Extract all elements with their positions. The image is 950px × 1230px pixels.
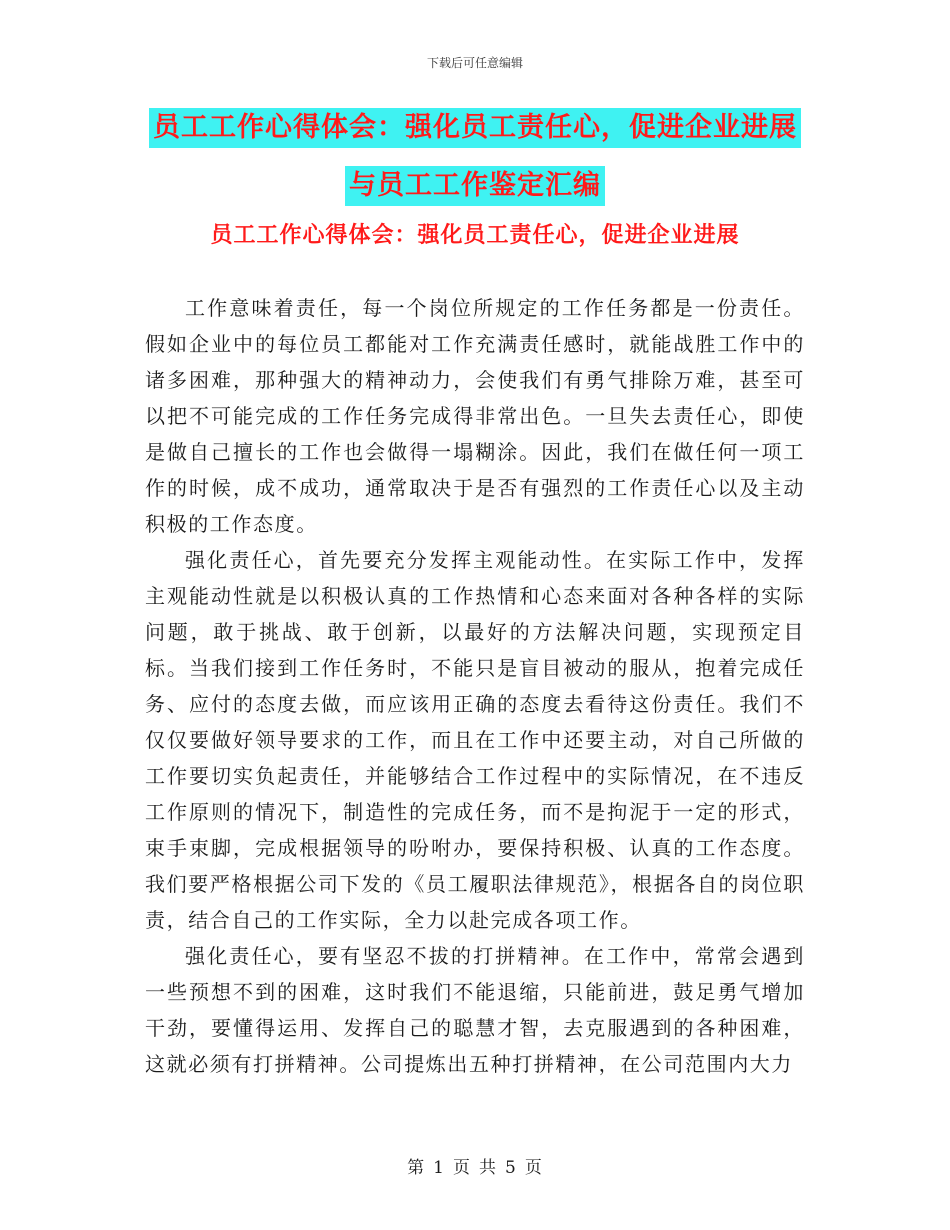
document-title <box>0 108 950 224</box>
page-label: 第 <box>407 1158 426 1178</box>
header-note: 下载后可任意编辑 <box>426 56 523 70</box>
body-text <box>145 290 805 1082</box>
total-unit: 页 <box>524 1158 543 1178</box>
paragraph-3: 强化责任心，要有坚忍不拔的打拼精神。在工作中，常常会遇到一些预想不到的困难，这时我们不能退缩，只能前进，鼓足勇气增加干劲，要懂得运用、发挥自己的聪慧才智，去克服遇到的各种困难，这就必须有打拼精神。公司提炼出五种打拼精神，在公司范围内大力 <box>145 944 805 1076</box>
paragraph-1: 工作意味着责任，每一个岗位所规定的工作任务都是一份责任。假如企业中的每位员工都能对工作充满责任感时，就能战胜工作中的诸多困难，那种强大的精神动力，会使我们有勇气排除万难，甚至可以把不可能完成的工作任务完成得非常出色。一旦失去责任心，即使是做自己擅长的工作也会做得一塌糊涂。因此，我们在做任何一项工作的时候，成不成功，通常取决于是否有强烈的工作责任心以及主动积极的工作态度。 <box>145 296 805 536</box>
page-total: 5 <box>505 1158 517 1178</box>
page-unit: 页 <box>453 1158 471 1178</box>
page-current: 1 <box>433 1158 445 1178</box>
title-line-1: 员工工作心得体会：强化员工责任心，促进企业进展 <box>149 108 801 148</box>
section-heading: 员工工作心得体会：强化员工责任心，促进企业进展 <box>210 223 740 248</box>
total-label: 共 <box>479 1158 497 1178</box>
title-line-2: 与员工工作鉴定汇编 <box>345 166 605 206</box>
page-footer <box>0 1153 950 1178</box>
paragraph-2: 强化责任心，首先要充分发挥主观能动性。在实际工作中，发挥主观能动性就是以积极认真的工作热情和心态来面对各种各样的实际问题，敢于挑战、敢于创新，以最好的方法解决问题，实现预定目标。当我们接到工作任务时，不能只是盲目被动的服从，抱着完成任务、应付的态度去做，而应该用正确的态度去看待这份责任。我们不仅仅要做好领导要求的工作，而且在工作中还要主动，对自己所做的工作要切实负起责任，并能够结合工作过程中的实际情况，在不违反工作原则的情况下，制造性的完成任务，而不是拘泥于一定的形式，束手束脚，完成根据领导的吩咐办，要保持积极、认真的工作态度。我们要严格根据公司下发的《员工履职法律规范》，根据各自的岗位职责，结合自己的工作实际，全力以赴完成各项工作。 <box>145 548 805 932</box>
